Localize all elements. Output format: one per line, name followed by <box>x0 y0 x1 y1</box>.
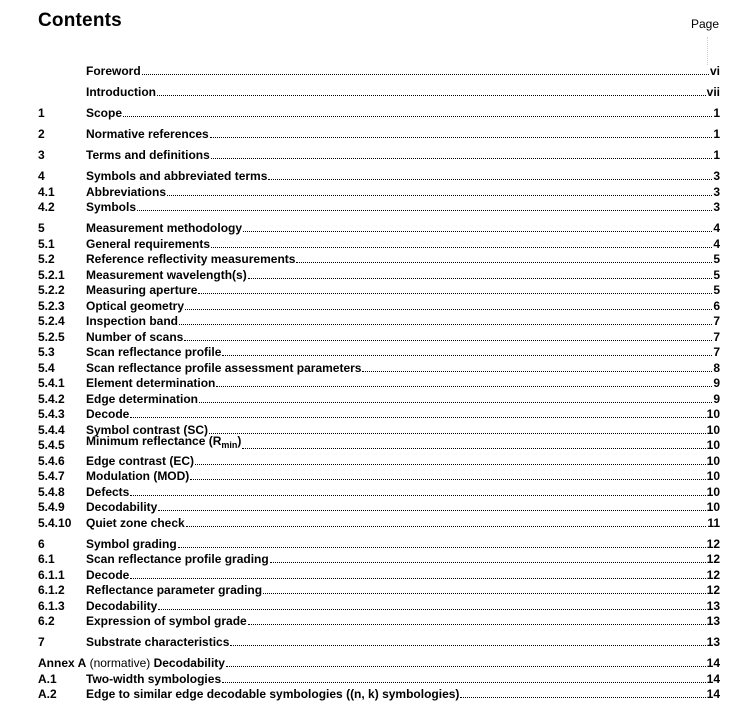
toc-entry[interactable] <box>38 582 720 598</box>
toc-entry-number: 5.2.1 <box>38 267 65 282</box>
toc-entry-number: 5.4.10 <box>38 515 72 530</box>
toc-entry-title[interactable]: Number of scans <box>86 329 184 344</box>
toc-entry-page[interactable]: 3 <box>713 169 720 183</box>
dot-leader <box>296 262 712 263</box>
toc-entry-title[interactable]: Reflectance parameter grading <box>86 583 263 597</box>
toc-entry[interactable] <box>38 84 720 100</box>
toc-entry-page[interactable]: 7 <box>713 345 720 359</box>
toc-entry-title[interactable]: Abbreviations <box>86 184 167 199</box>
toc-entry-number: 6.2 <box>38 614 55 628</box>
toc-entry-number: 5.4.1 <box>38 376 65 390</box>
toc-entry-number: 5.4.9 <box>38 500 65 514</box>
toc-entry[interactable] <box>38 452 720 468</box>
toc-entry[interactable] <box>38 634 720 650</box>
toc-entry-page[interactable]: 12 <box>706 583 720 597</box>
toc-entry-number: A.1 <box>38 671 57 686</box>
toc-entry[interactable] <box>38 514 720 530</box>
toc-entry-title[interactable]: Symbols <box>86 200 137 214</box>
toc-entry-page[interactable]: 10 <box>706 407 720 421</box>
dot-leader <box>222 682 706 683</box>
toc-entry-page[interactable]: 14 <box>706 687 720 701</box>
toc-entry-title[interactable]: Introduction <box>86 85 156 99</box>
toc-entry-page[interactable]: 7 <box>713 329 720 344</box>
toc-entry-title[interactable]: Edge determination <box>86 391 199 406</box>
toc-entry-title[interactable]: General requirements <box>86 236 211 251</box>
toc-entry[interactable] <box>38 282 720 298</box>
dot-leader <box>460 697 705 698</box>
toc-entry-title[interactable]: Defects <box>86 484 130 499</box>
toc-entry[interactable] <box>38 183 720 199</box>
dot-leader <box>190 479 705 480</box>
toc-entry-number: A.2 <box>38 687 57 701</box>
toc-entry-title[interactable]: Scan reflectance profile grading <box>86 552 269 566</box>
toc-entry-title[interactable]: Measurement methodology <box>86 221 243 235</box>
toc-entry-title[interactable]: Scope <box>86 106 123 120</box>
toc-entry-number: 6.1.3 <box>38 598 65 613</box>
toc-entry[interactable] <box>38 63 720 79</box>
dot-leader <box>142 74 709 75</box>
toc-entry-number: 5.4.8 <box>38 484 65 499</box>
toc-entry-number: 1 <box>38 106 45 120</box>
toc-entry-number: 7 <box>38 635 45 649</box>
toc-entry-title[interactable]: Normative references <box>86 127 209 141</box>
toc-entry-page[interactable]: 10 <box>706 438 720 452</box>
toc-entry[interactable] <box>38 266 720 282</box>
toc-entry[interactable] <box>38 168 720 184</box>
toc-entry-page[interactable]: 10 <box>706 422 720 437</box>
toc-entry-number: 5.2.4 <box>38 314 65 328</box>
toc-entry[interactable] <box>38 655 720 671</box>
toc-entry-number: 5.2 <box>38 252 55 266</box>
toc-entry[interactable] <box>38 344 720 360</box>
toc-entry-number: 5.2.3 <box>38 298 65 313</box>
dot-leader <box>211 158 713 159</box>
toc-entry-title[interactable]: Minimum reflectance $(R_{min})$ <box>86 434 242 450</box>
toc-entry[interactable] <box>38 551 720 567</box>
toc-entry-page[interactable]: 7 <box>713 314 720 328</box>
toc-entry-number: 5.4.2 <box>38 391 65 406</box>
toc-entry-page[interactable]: 14 <box>706 671 720 686</box>
dot-leader <box>243 231 712 232</box>
dot-leader <box>179 324 712 325</box>
toc-entry[interactable] <box>38 359 720 375</box>
dot-leader <box>178 547 706 548</box>
page-column-label: Page <box>690 17 719 31</box>
dot-leader <box>248 624 706 625</box>
toc-entry-title[interactable]: Annex A (normative) Decodability <box>38 656 225 670</box>
toc-entry-page[interactable]: 10 <box>706 453 720 468</box>
dot-leader <box>268 179 712 180</box>
toc-entry-page[interactable]: 10 <box>706 500 720 514</box>
toc-entry-number: 5.2.5 <box>38 329 65 344</box>
toc-entry-number: 5.4.4 <box>38 422 65 437</box>
toc-entry-number: 6.1.1 <box>38 567 65 582</box>
toc-entry-number: 6.1.2 <box>38 583 65 597</box>
toc-entry-title[interactable]: Foreword <box>86 64 141 78</box>
dot-leader <box>230 645 705 646</box>
dot-leader <box>195 464 706 465</box>
dot-leader <box>123 116 712 117</box>
toc-entry[interactable] <box>38 375 720 391</box>
dot-leader <box>199 402 712 403</box>
toc-entry-number: 5.4.3 <box>38 407 65 421</box>
toc-entry-title[interactable]: Expression of symbol grade <box>86 614 247 628</box>
toc-entry-title[interactable]: Measuring aperture <box>86 283 198 297</box>
dot-leader <box>270 562 706 563</box>
toc-entry-page[interactable]: 1 <box>713 127 720 141</box>
dot-leader <box>185 309 712 310</box>
toc-entry-title[interactable]: Decode <box>86 567 130 582</box>
toc-entry-page[interactable]: 9 <box>713 391 720 406</box>
toc-entry-number: 5 <box>38 221 45 235</box>
toc-entry-page[interactable]: 12 <box>706 567 720 582</box>
toc-entry-page[interactable]: 12 <box>706 536 720 551</box>
dot-leader <box>248 278 713 279</box>
toc-entry-title[interactable]: Two-width symbologies <box>86 671 222 686</box>
toc-entry-page[interactable]: 9 <box>713 376 720 390</box>
toc-entry-title[interactable]: Decode <box>86 407 130 421</box>
toc-entry-number: 5.4.7 <box>38 469 65 483</box>
toc-entry-number: 5.4 <box>38 360 55 375</box>
toc-entry[interactable] <box>38 597 720 613</box>
toc-entry[interactable] <box>38 468 720 484</box>
toc-entry-page[interactable]: vi <box>709 64 720 78</box>
dot-leader <box>216 386 712 387</box>
toc-entry[interactable] <box>38 220 720 236</box>
toc-entry-page[interactable]: 14 <box>706 656 720 670</box>
toc-entry[interactable] <box>38 499 720 515</box>
toc-entry[interactable] <box>38 535 720 551</box>
toc-entry-number: 3 <box>38 148 45 162</box>
toc-entry[interactable] <box>38 670 720 686</box>
toc-entry-page[interactable]: 1 <box>713 106 720 120</box>
toc-entry-number: 6 <box>38 536 45 551</box>
toc-entry-title[interactable]: Measurement wavelength(s) <box>86 267 247 282</box>
dot-leader <box>210 137 713 138</box>
toc-entry-page[interactable]: 10 <box>706 484 720 499</box>
dot-leader <box>211 247 712 248</box>
dot-leader <box>226 666 706 667</box>
dot-leader <box>186 526 707 527</box>
toc-entry[interactable] <box>38 406 720 422</box>
dot-leader <box>209 433 706 434</box>
toc-entry[interactable] <box>38 105 720 121</box>
dot-leader <box>130 417 705 418</box>
toc-entry[interactable] <box>38 613 720 629</box>
dot-leader <box>362 371 712 372</box>
toc-entry-title[interactable]: Symbol grading <box>86 536 177 551</box>
toc-entry-page[interactable]: 13 <box>706 598 720 613</box>
toc-entry-page[interactable]: 5 <box>713 267 720 282</box>
dot-leader <box>263 593 706 594</box>
toc-entry-page[interactable]: 5 <box>713 283 720 297</box>
toc-entry-title[interactable]: Symbols and abbreviated terms <box>86 169 268 183</box>
toc-entry-page[interactable]: 12 <box>706 552 720 566</box>
toc-entry-title[interactable]: Element determination <box>86 376 216 390</box>
dot-leader <box>167 195 712 196</box>
toc-entry-title[interactable]: Decodability <box>86 500 158 514</box>
toc-entry-number: 4.2 <box>38 200 55 214</box>
toc-entry-number: 4.1 <box>38 184 55 199</box>
toc-entry-number: 5.3 <box>38 345 55 359</box>
toc-entry-title[interactable]: Edge to similar edge decodable symbologies ((n, k) symbologies) <box>86 687 460 701</box>
toc-entry-title[interactable]: Quiet zone check <box>86 515 185 530</box>
toc-entry-title[interactable]: Substrate characteristics <box>86 635 230 649</box>
toc-entry-page[interactable]: 5 <box>713 252 720 266</box>
toc-entry-page[interactable]: 4 <box>713 221 720 235</box>
toc-entry-title[interactable]: Edge contrast (EC) <box>86 453 195 468</box>
dot-leader <box>184 340 712 341</box>
toc-entry-page[interactable]: 1 <box>713 148 720 162</box>
dot-leader <box>130 495 705 496</box>
toc-entry-page[interactable]: 6 <box>713 298 720 313</box>
toc-entry[interactable] <box>38 147 720 163</box>
toc-entry-title[interactable]: Modulation (MOD) <box>86 469 190 483</box>
toc-entry-title[interactable]: Decodability <box>86 598 158 613</box>
toc-entry-page[interactable]: vii <box>706 85 720 99</box>
dot-leader <box>222 355 712 356</box>
toc-entry-title[interactable]: Scan reflectance profile <box>86 345 222 359</box>
toc-entry-page[interactable]: 3 <box>713 200 720 214</box>
toc-entry-number: 5.4.5 <box>38 438 65 452</box>
toc-entry[interactable] <box>38 328 720 344</box>
toc-entry-title[interactable]: Reference reflectivity measurements <box>86 252 296 266</box>
toc-entry-page[interactable]: 8 <box>713 360 720 375</box>
toc-entry-page[interactable]: 10 <box>706 469 720 483</box>
toc-entry-page[interactable]: 3 <box>713 184 720 199</box>
dot-leader <box>242 448 705 449</box>
toc-entry[interactable] <box>38 686 720 702</box>
toc-entry-page[interactable]: 4 <box>713 236 720 251</box>
toc-entry-number: 5.2.2 <box>38 283 65 297</box>
dot-leader <box>157 95 706 96</box>
toc-entry-page[interactable]: 13 <box>706 614 720 628</box>
dot-leader <box>158 510 705 511</box>
toc-entry[interactable] <box>38 483 720 499</box>
toc-list <box>38 55 720 701</box>
toc-entry[interactable] <box>38 434 720 453</box>
toc-entry[interactable] <box>38 297 720 313</box>
dot-leader <box>137 210 712 211</box>
toc-entry-number: 4 <box>38 169 45 183</box>
toc-entry[interactable] <box>38 390 720 406</box>
toc-entry-number: 6.1 <box>38 552 55 566</box>
toc-entry-page[interactable]: 13 <box>706 635 720 649</box>
toc-entry-number: 2 <box>38 127 45 141</box>
page-title: Contents <box>38 10 122 31</box>
toc-entry-number: 5.1 <box>38 236 55 251</box>
toc-entry-page[interactable]: 11 <box>707 515 720 530</box>
toc-entry-title[interactable]: Symbol contrast (SC) <box>86 422 209 437</box>
toc-entry[interactable] <box>38 566 720 582</box>
dot-leader <box>130 578 705 579</box>
toc-entry-title[interactable]: Terms and definitions <box>86 148 210 162</box>
toc-entry[interactable] <box>38 126 720 142</box>
toc-entry-title[interactable]: Optical geometry <box>86 298 185 313</box>
toc-entry[interactable] <box>38 199 720 215</box>
dot-leader <box>198 293 712 294</box>
dot-leader <box>158 609 705 610</box>
toc-entry[interactable] <box>38 251 720 267</box>
toc-entry-title[interactable]: Inspection band <box>86 314 179 328</box>
toc-entry-number: 5.4.6 <box>38 453 65 468</box>
toc-entry[interactable] <box>38 235 720 251</box>
toc-entry[interactable] <box>38 313 720 329</box>
toc-entry-title[interactable]: Scan reflectance profile assessment parameters <box>86 360 362 375</box>
